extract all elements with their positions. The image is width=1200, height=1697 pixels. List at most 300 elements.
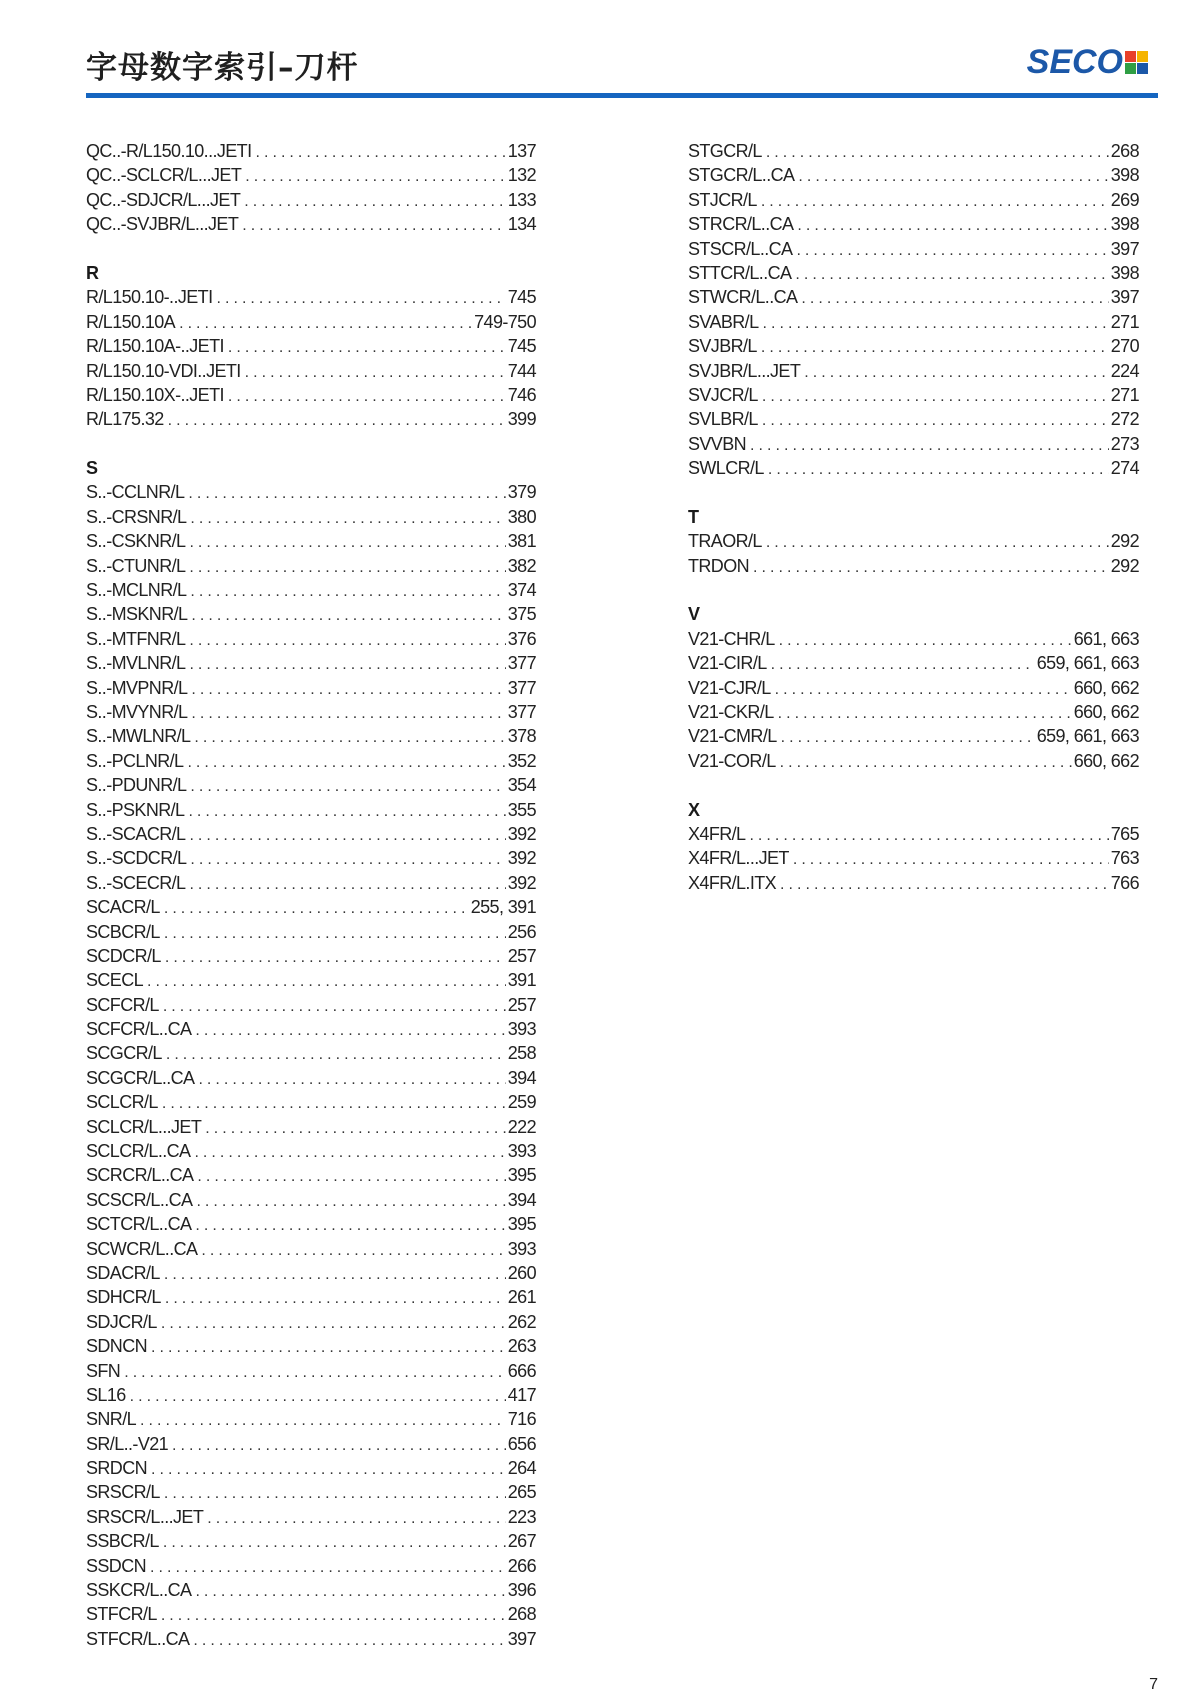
index-entry <box>86 749 536 773</box>
entry-page: 395 <box>507 1165 536 1186</box>
entry-code: SCACR/L <box>86 897 160 918</box>
index-entry <box>86 627 536 651</box>
entry-code: SCLCR/L...JET <box>86 1116 202 1137</box>
group-spacer <box>688 578 1139 602</box>
entry-page: 661, 663 <box>1073 628 1139 649</box>
entry-page: 380 <box>507 506 536 527</box>
index-letter-heading: R <box>86 262 99 283</box>
entry-code: STGCR/L <box>688 141 762 161</box>
entry-page: 260 <box>507 1262 536 1283</box>
entry-code: SSDCN <box>86 1555 147 1576</box>
dot-leader <box>761 336 1109 360</box>
index-entry <box>688 724 1139 748</box>
index-entry <box>688 310 1139 334</box>
entry-page: 397 <box>1110 238 1139 259</box>
entry-page: 393 <box>507 1019 536 1040</box>
entry-code: SVJBR/L <box>688 336 757 357</box>
dot-leader <box>163 995 506 1019</box>
entry-code: S..-CRSNR/L <box>86 506 187 527</box>
dot-leader <box>191 678 505 702</box>
entry-code: R/L150.10A-..JETI <box>86 336 224 357</box>
entry-page: 134 <box>507 214 536 235</box>
index-entry <box>86 334 536 358</box>
dot-leader <box>255 141 505 165</box>
entry-code: SWLCR/L <box>688 458 764 479</box>
entry-code: S..-MVPNR/L <box>86 677 188 698</box>
entry-page: 660, 662 <box>1073 750 1139 771</box>
entry-page: 398 <box>1110 165 1139 186</box>
dot-leader <box>780 751 1072 775</box>
entry-page: 666 <box>507 1360 536 1381</box>
dot-leader <box>190 848 505 872</box>
entry-code: STWCR/L..CA <box>688 287 798 308</box>
entry-code: SFN <box>86 1360 121 1381</box>
entry-page: 255, 391 <box>470 897 536 918</box>
index-entry <box>86 993 536 1017</box>
dot-leader <box>164 897 469 921</box>
entry-page: 744 <box>507 360 536 381</box>
group-spacer <box>688 480 1139 504</box>
dot-leader <box>151 1458 506 1482</box>
dot-leader <box>762 385 1109 409</box>
dot-leader <box>190 507 505 531</box>
entry-code: STTCR/L..CA <box>688 262 792 283</box>
index-entry <box>688 700 1139 724</box>
dot-leader <box>189 629 505 653</box>
entry-code: SCECL <box>86 970 144 991</box>
entry-code: S..-MTFNR/L <box>86 628 186 649</box>
index-entry <box>86 871 536 895</box>
index-entry <box>688 212 1139 236</box>
dot-leader <box>228 385 506 409</box>
entry-code: S..-SCECR/L <box>86 872 186 893</box>
dot-leader <box>242 214 506 238</box>
dot-leader <box>761 190 1109 214</box>
index-entry <box>86 920 536 944</box>
dot-leader <box>796 239 1108 263</box>
entry-page: 377 <box>507 653 536 674</box>
logo-text: SECO <box>1026 42 1123 81</box>
entry-page: 377 <box>507 701 536 722</box>
entry-code: QC..-SCLCR/L...JET <box>86 165 242 186</box>
index-entry <box>688 359 1139 383</box>
entry-code: QC..-SVJBR/L...JET <box>86 214 239 235</box>
dot-leader <box>164 922 506 946</box>
index-entry <box>86 602 536 626</box>
dot-leader <box>147 970 506 994</box>
entry-page: 395 <box>507 1214 536 1235</box>
index-entry <box>688 822 1139 846</box>
entry-code: SSKCR/L..CA <box>86 1580 192 1601</box>
index-entry <box>688 749 1139 773</box>
dot-leader <box>201 1239 505 1263</box>
group-spacer <box>86 432 536 456</box>
dot-leader <box>165 946 506 970</box>
dot-leader <box>150 1556 506 1580</box>
entry-code: SDNCN <box>86 1336 148 1357</box>
entry-code: STJCR/L <box>688 189 757 210</box>
entry-code: R/L150.10A <box>86 311 176 332</box>
dot-leader <box>179 312 472 336</box>
index-entry <box>86 1432 536 1456</box>
entry-page: 392 <box>507 823 536 844</box>
index-entry <box>86 822 536 846</box>
dot-leader <box>768 458 1109 482</box>
dot-leader <box>216 287 505 311</box>
index-entry <box>86 1261 536 1285</box>
index-entry <box>86 139 536 163</box>
index-entry <box>86 1407 536 1431</box>
entry-page: 257 <box>507 994 536 1015</box>
entry-page: 382 <box>507 555 536 576</box>
entry-page: 378 <box>507 726 536 747</box>
dot-leader <box>163 1531 506 1555</box>
index-entry <box>688 163 1139 187</box>
entry-code: V21-CHR/L <box>688 628 775 649</box>
entry-code: R/L150.10-VDI..JETI <box>86 360 241 381</box>
entry-code: STFCR/L..CA <box>86 1628 190 1649</box>
dot-leader <box>750 434 1109 458</box>
page-title: 字母数字索引–刀杆 <box>86 50 359 86</box>
index-entry <box>86 163 536 187</box>
dot-leader <box>775 678 1072 702</box>
header-rule <box>86 93 1158 98</box>
entry-code: SNR/L <box>86 1409 137 1430</box>
entry-code: SCSCR/L..CA <box>86 1189 193 1210</box>
entry-page: 354 <box>507 775 536 796</box>
index-entry <box>86 1602 536 1626</box>
index-entry <box>688 261 1139 285</box>
index-column-right <box>688 139 1139 895</box>
index-entry <box>86 212 536 236</box>
entry-page: 267 <box>507 1531 536 1552</box>
entry-code: SDACR/L <box>86 1262 160 1283</box>
entry-code: SCBCR/L <box>86 921 160 942</box>
index-entry <box>688 285 1139 309</box>
entry-code: SCDCR/L <box>86 945 161 966</box>
index-entry <box>86 407 536 431</box>
dot-leader <box>172 1434 506 1458</box>
entry-page: 397 <box>507 1628 536 1649</box>
dot-leader <box>245 165 506 189</box>
entry-page: 262 <box>507 1311 536 1332</box>
index-entry <box>86 1505 536 1529</box>
entry-code: X4FR/L.ITX <box>688 872 777 893</box>
entry-page: 256 <box>507 921 536 942</box>
index-entry <box>688 407 1139 431</box>
entry-code: V21-CKR/L <box>688 701 774 722</box>
dot-leader <box>753 556 1109 580</box>
dot-leader <box>198 1068 505 1092</box>
entry-page: 133 <box>507 189 536 210</box>
index-entry <box>688 432 1139 456</box>
entry-page: 392 <box>507 848 536 869</box>
index-entry <box>86 1359 536 1383</box>
index-entry <box>688 188 1139 212</box>
entry-page: 417 <box>507 1384 536 1405</box>
entry-page: 660, 662 <box>1073 677 1139 698</box>
entry-code: S..-MWLNR/L <box>86 726 191 747</box>
index-letter-heading: T <box>688 506 699 527</box>
dot-leader <box>245 361 506 385</box>
logo-square-green <box>1125 63 1136 74</box>
entry-page: 396 <box>507 1580 536 1601</box>
dot-leader <box>189 873 505 897</box>
group-spacer <box>86 237 536 261</box>
entry-code: S..-MCLNR/L <box>86 580 187 601</box>
entry-page: 749-750 <box>474 311 536 332</box>
index-entry <box>86 1480 536 1504</box>
entry-page: 399 <box>507 409 536 430</box>
entry-code: SCGCR/L <box>86 1043 162 1064</box>
dot-leader <box>188 482 505 506</box>
entry-code: SVVBN <box>688 433 747 454</box>
entry-page: 766 <box>1110 872 1139 893</box>
dot-leader <box>161 1604 506 1628</box>
entry-page: 398 <box>1110 214 1139 235</box>
dot-leader <box>766 531 1109 555</box>
page-number: 7 <box>1149 1676 1158 1693</box>
entry-code: SVJCR/L <box>688 384 758 405</box>
entry-page: 716 <box>507 1409 536 1430</box>
entry-code: S..-PSKNR/L <box>86 799 185 820</box>
index-entry <box>86 1163 536 1187</box>
entry-page: 392 <box>507 872 536 893</box>
entry-page: 660, 662 <box>1073 701 1139 722</box>
index-entry <box>86 505 536 529</box>
index-entry <box>86 554 536 578</box>
entry-page: 763 <box>1110 848 1139 869</box>
group-spacer <box>688 773 1139 797</box>
index-entry <box>86 1090 536 1114</box>
entry-code: STGCR/L..CA <box>688 165 795 186</box>
entry-page: 379 <box>507 482 536 503</box>
entry-page: 222 <box>507 1116 536 1137</box>
dot-leader <box>194 1141 505 1165</box>
index-entry <box>86 1285 536 1309</box>
dot-leader <box>780 873 1109 897</box>
entry-page: 257 <box>507 945 536 966</box>
index-entry <box>688 456 1139 480</box>
dot-leader <box>207 1507 506 1531</box>
dot-leader <box>778 702 1072 726</box>
entry-code: SRSCR/L <box>86 1482 160 1503</box>
index-entry <box>86 1554 536 1578</box>
index-entry <box>86 1310 536 1334</box>
entry-page: 375 <box>507 604 536 625</box>
entry-code: SCLCR/L..CA <box>86 1141 191 1162</box>
index-column-left <box>86 139 536 1651</box>
entry-page: 352 <box>507 750 536 771</box>
index-entry <box>688 651 1139 675</box>
index-entry <box>688 529 1139 553</box>
entry-code: R/L150.10-..JETI <box>86 287 213 308</box>
entry-code: SL16 <box>86 1384 126 1405</box>
entry-code: S..-PCLNR/L <box>86 750 184 771</box>
entry-page: 394 <box>507 1067 536 1088</box>
entry-code: S..-PDUNR/L <box>86 775 187 796</box>
index-letter-heading: V <box>688 604 701 625</box>
entry-code: SCGCR/L..CA <box>86 1067 195 1088</box>
entry-page: 292 <box>1110 555 1139 576</box>
dot-leader <box>164 1482 506 1506</box>
entry-code: V21-CMR/L <box>688 726 777 747</box>
dot-leader <box>191 604 505 628</box>
entry-page: 223 <box>507 1506 536 1527</box>
index-entry <box>688 139 1139 163</box>
index-entry <box>86 1212 536 1236</box>
index-entry <box>86 968 536 992</box>
entry-page: 259 <box>507 1092 536 1113</box>
entry-page: 274 <box>1110 458 1139 479</box>
entry-code: R/L150.10X-..JETI <box>86 384 224 405</box>
index-entry <box>688 237 1139 261</box>
dot-leader <box>190 580 505 604</box>
index-entry <box>688 871 1139 895</box>
index-letter-heading: X <box>688 799 701 820</box>
index-entry <box>86 1139 536 1163</box>
entry-page: 258 <box>507 1043 536 1064</box>
entry-page: 746 <box>507 384 536 405</box>
entry-code: S..-MVLNR/L <box>86 653 186 674</box>
entry-code: SCTCR/L..CA <box>86 1214 192 1235</box>
entry-page: 374 <box>507 580 536 601</box>
index-entry <box>86 773 536 797</box>
entry-page: 137 <box>507 141 536 161</box>
index-entry <box>86 676 536 700</box>
dot-leader <box>140 1409 506 1433</box>
index-entry <box>86 798 536 822</box>
dot-leader <box>151 1336 506 1360</box>
entry-page: 393 <box>507 1238 536 1259</box>
dot-leader <box>197 1165 505 1189</box>
index-entry <box>688 627 1139 651</box>
dot-leader <box>205 1117 506 1141</box>
entry-page: 376 <box>507 628 536 649</box>
index-entry <box>86 1383 536 1407</box>
entry-code: V21-CJR/L <box>688 677 771 698</box>
dot-leader <box>793 848 1109 872</box>
dot-leader <box>762 409 1109 433</box>
entry-code: SR/L..-V21 <box>86 1433 169 1454</box>
entry-page: 355 <box>507 799 536 820</box>
dot-leader <box>162 1092 506 1116</box>
logo-square-blue <box>1137 63 1148 74</box>
index-entry <box>86 383 536 407</box>
dot-leader <box>195 1019 505 1043</box>
entry-code: S..-SCACR/L <box>86 823 186 844</box>
index-entry <box>86 1115 536 1139</box>
entry-page: 659, 661, 663 <box>1036 726 1139 747</box>
entry-page: 270 <box>1110 336 1139 357</box>
index-entry <box>86 310 536 334</box>
entry-code: SSBCR/L <box>86 1531 159 1552</box>
dot-leader <box>781 726 1035 750</box>
entry-page: 394 <box>507 1189 536 1210</box>
index-entry <box>86 1334 536 1358</box>
index-entry <box>86 1237 536 1261</box>
dot-leader <box>161 1312 506 1336</box>
dot-leader <box>244 190 506 214</box>
entry-code: SCFCR/L..CA <box>86 1019 192 1040</box>
entry-page: 377 <box>507 677 536 698</box>
dot-leader <box>195 1214 505 1238</box>
index-entry <box>86 895 536 919</box>
index-entry <box>86 359 536 383</box>
dot-leader <box>196 1190 505 1214</box>
entry-page: 745 <box>507 287 536 308</box>
entry-code: SCLCR/L <box>86 1092 158 1113</box>
entry-page: 398 <box>1110 262 1139 283</box>
entry-code: QC..-R/L150.10...JETI <box>86 141 252 161</box>
entry-code: S..-CCLNR/L <box>86 482 185 503</box>
index-entry <box>86 529 536 553</box>
entry-code: X4FR/L...JET <box>688 848 789 869</box>
dot-leader <box>193 1629 505 1653</box>
entry-page: 269 <box>1110 189 1139 210</box>
entry-code: V21-CIR/L <box>688 653 767 674</box>
entry-code: S..-MVYNR/L <box>86 701 188 722</box>
entry-page: 261 <box>507 1287 536 1308</box>
index-entry <box>86 1529 536 1553</box>
entry-page: 268 <box>1110 141 1139 161</box>
logo-square-red <box>1125 51 1136 62</box>
entry-code: TRDON <box>688 555 749 576</box>
entry-code: SVJBR/L...JET <box>688 360 801 381</box>
entry-page: 745 <box>507 336 536 357</box>
entry-page: 656 <box>507 1433 536 1454</box>
seco-logo <box>1026 42 1148 81</box>
entry-code: STFCR/L <box>86 1604 157 1625</box>
entry-code: SCRCR/L..CA <box>86 1165 194 1186</box>
logo-mark-icon <box>1125 51 1148 74</box>
dot-leader <box>189 824 505 848</box>
dot-leader <box>189 531 505 555</box>
entry-page: 264 <box>507 1458 536 1479</box>
entry-code: S..-CSKNR/L <box>86 531 186 552</box>
index-entry <box>688 334 1139 358</box>
dot-leader <box>124 1361 506 1385</box>
entry-code: TRAOR/L <box>688 531 762 552</box>
dot-leader <box>187 751 505 775</box>
index-entry <box>86 188 536 212</box>
entry-page: 273 <box>1110 433 1139 454</box>
index-entry <box>86 1041 536 1065</box>
index-entry <box>86 1066 536 1090</box>
entry-code: SRSCR/L...JET <box>86 1506 204 1527</box>
entry-code: SDHCR/L <box>86 1287 161 1308</box>
index-entry <box>86 1188 536 1212</box>
dot-leader <box>795 263 1108 287</box>
entry-page: 224 <box>1110 360 1139 381</box>
index-entry <box>86 846 536 870</box>
logo-square-yellow <box>1137 51 1148 62</box>
dot-leader <box>165 1287 506 1311</box>
dot-leader <box>164 1263 506 1287</box>
index-entry <box>86 285 536 309</box>
index-entry <box>86 651 536 675</box>
entry-code: SCFCR/L <box>86 994 159 1015</box>
dot-leader <box>801 287 1108 311</box>
index-entry <box>86 1627 536 1651</box>
dot-leader <box>130 1385 506 1409</box>
dot-leader <box>191 702 505 726</box>
index-entry <box>86 1578 536 1602</box>
entry-code: V21-COR/L <box>688 750 776 771</box>
entry-page: 393 <box>507 1141 536 1162</box>
index-entry <box>86 944 536 968</box>
entry-page: 271 <box>1110 384 1139 405</box>
